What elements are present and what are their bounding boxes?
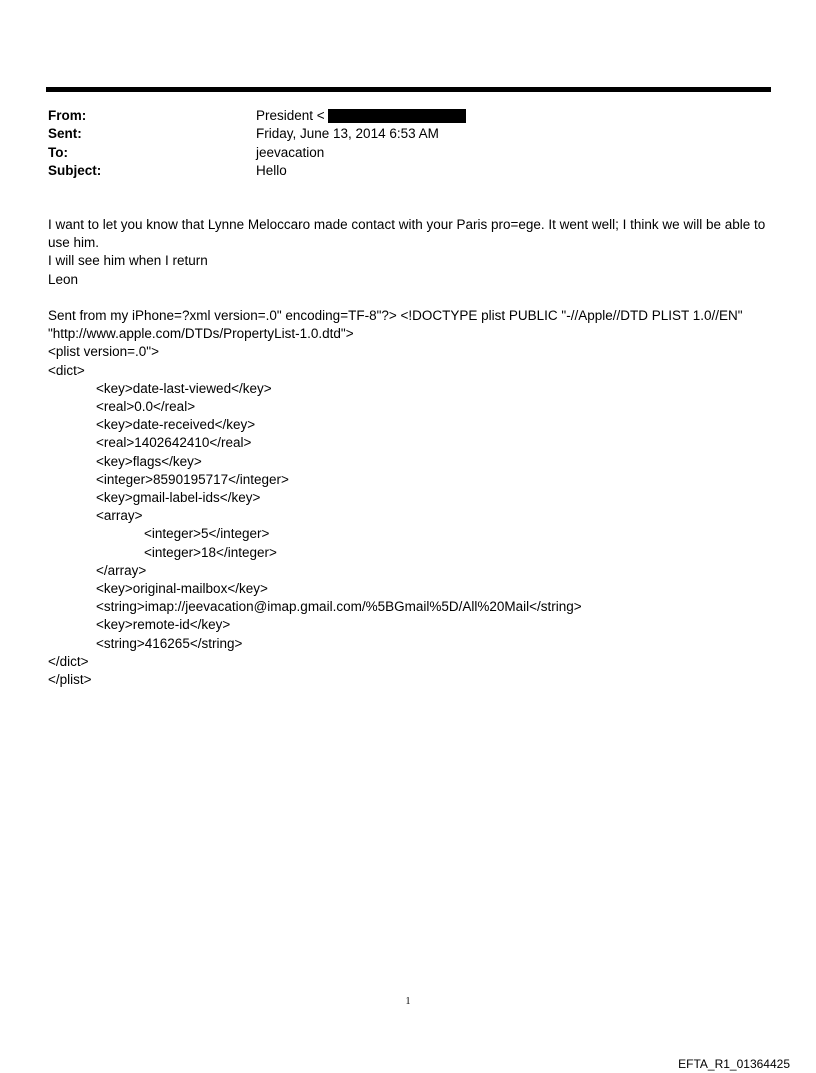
from-label: From: (48, 108, 87, 123)
from-row (48, 107, 466, 125)
xml-line: <key>date-last-viewed</key> (96, 380, 272, 396)
subject-row (48, 162, 466, 180)
email-header (48, 107, 466, 180)
xml-line: <real>0.0</real> (96, 399, 196, 415)
plist-close-tag: </plist> (48, 672, 92, 688)
body-paragraph: I want to let you know that Lynne Meloccaro made contact with your Paris pro=ege. It went well; I think we will be able to use him. (48, 217, 766, 251)
xml-array-item: <integer>18</integer> (144, 544, 277, 560)
email-body (48, 216, 773, 689)
xml-line: </array> (96, 562, 147, 578)
from-value (256, 107, 466, 125)
xml-line: <string>imap://jeevacation@imap.gmail.com/%5BGmail%5D/All%20Mail</string> (96, 599, 582, 615)
xml-line: <key>gmail-label-ids</key> (96, 490, 261, 506)
spacer (48, 289, 773, 307)
plist-open-tag: <plist version=.0"> (48, 344, 159, 360)
xml-line: <real>1402642410</real> (96, 435, 252, 451)
sent-value: Friday, June 13, 2014 6:53 AM (256, 126, 439, 142)
sent-label: Sent: (48, 126, 82, 142)
dict-open-tag: <dict> (48, 362, 85, 378)
xml-line: <key>remote-id</key> (96, 617, 231, 633)
subject-label: Subject: (48, 162, 102, 178)
page-number: 1 (405, 996, 411, 1007)
to-value: jeevacation (256, 144, 325, 160)
bates-number: EFTA_R1_01364425 (678, 1057, 790, 1071)
xml-line: <key>date-received</key> (96, 417, 256, 433)
xml-line: <key>flags</key> (96, 453, 202, 469)
xml-line: <key>original-mailbox</key> (96, 581, 268, 597)
body-line: I will see him when I return (48, 253, 208, 269)
xml-line: <array> (96, 508, 143, 524)
xml-array-item: <integer>5</integer> (144, 526, 270, 542)
dict-close-tag: </dict> (48, 653, 89, 669)
redaction-box (328, 109, 466, 123)
xml-line: <integer>8590195717</integer> (96, 471, 289, 487)
to-row (48, 144, 466, 162)
xml-line: <string>416265</string> (96, 635, 243, 651)
sent-row (48, 125, 466, 143)
from-sender-name: President < (256, 108, 325, 123)
sent-from-line: Sent from my iPhone=?xml version=.0" encoding=TF-8"?> <!DOCTYPE plist PUBLIC "-//Apple//DTD PLIST 1.0//EN" "http://www.apple.com/DTDs/PropertyList-1.0.dtd"> (48, 308, 743, 342)
signature: Leon (48, 271, 79, 287)
header-divider (46, 87, 771, 92)
to-label: To: (48, 144, 68, 160)
subject-value: Hello (256, 162, 287, 178)
